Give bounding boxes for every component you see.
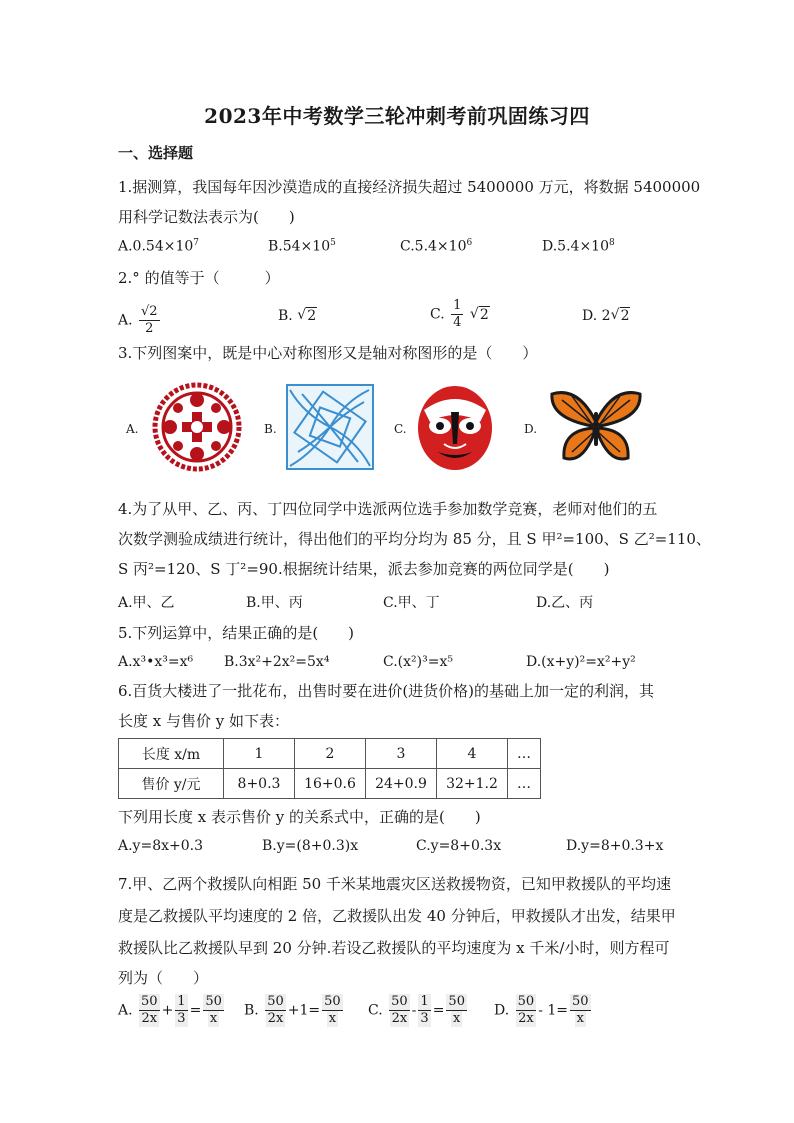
q7-option-a[interactable]: A. $\frac{50}{2x}$ + $\frac{1}{3}$ = $\frac{50}{x}$ [118,994,222,1026]
table-cell: 2 [295,739,366,769]
table-cell: 1 [224,739,295,769]
q2-option-d[interactable]: D. 2 √ 2 [582,307,630,324]
price-table [118,738,541,799]
q7-stem-line4: 列为（ ） [118,969,209,987]
q4-option-c[interactable]: C.甲、丁 [383,595,440,611]
table-cell: 3 [366,739,437,769]
q1-option-d[interactable]: $D.5.4\times 10^8$ [542,238,615,255]
q6-option-c[interactable]: C.y=8+0.3x [416,838,502,854]
table-cell: 16+0.6 [295,769,366,799]
q2-option-a[interactable]: A. $\frac{√2}{2}$ [118,304,158,336]
q6-option-a[interactable]: A.y=8x+0.3 [118,838,203,854]
table-cell: 售价 y/元 [119,769,224,799]
q3-label-b: B. [264,422,277,436]
q5-option-d[interactable]: D.(x+y)²=x²+y² [526,654,636,670]
table-cell: … [508,739,541,769]
q4-option-a[interactable]: A.甲、乙 [118,595,175,611]
table-cell: 24+0.9 [366,769,437,799]
q3-stem: 3.下列图案中，既是中心对称图形又是轴对称图形的是（ ） [118,344,538,362]
q7-stem-line3: 救援队比乙救援队早到 20 分钟.若设乙救援队的平均速度为 x 千米/小时，则方程可 [118,939,670,957]
q7-options [118,994,678,1034]
q6-option-b[interactable]: B.y=(8+0.3)x [262,838,359,854]
q4-stem-line1: 4.为了从甲、乙、丙、丁四位同学中选派两位选手参加数学竞赛，老师对他们的五 [118,500,658,518]
table-cell: 8+0.3 [224,769,295,799]
q4-stem-line2: 次数学测验成绩进行统计，得出他们的平均分均为 85 分，且 S 甲²=100、S 乙²=110、 [118,530,711,548]
q1-option-c[interactable]: $C.5.4\times 10^6$ [400,238,473,255]
table-row [119,769,541,799]
q7-option-c[interactable]: C. $\frac{50}{2x}$ - $\frac{1}{3}$ = $\frac{50}{x}$ [368,994,465,1026]
q5-option-c[interactable]: C.(x²)³=x⁵ [383,654,453,670]
q4-option-d[interactable]: D.乙、丙 [536,595,594,611]
q5-option-b[interactable]: B.3x²+2x²=5x⁴ [224,654,330,670]
butterfly-icon[interactable] [548,382,644,468]
table-cell: 长度 x/m [119,739,224,769]
opera-mask-icon[interactable] [414,382,496,472]
q5-stem: 5.下列运算中，结果正确的是( ) [118,624,355,642]
q3-label-a: A. [126,422,139,436]
q1-option-b[interactable]: $B.54\times 10^5$ [268,238,336,255]
q2-option-c[interactable]: C. $\frac{1}{4}$ √ 2 [430,298,489,330]
spiral-tile-icon[interactable] [284,382,376,472]
section-heading: 一、选择题 [118,144,194,162]
q6-stem-line2: 长度 x 与售价 y 如下表： [118,712,290,730]
q2-option-b[interactable]: B. √ 2 [278,307,317,324]
q6-stem-line3: 下列用长度 x 表示售价 y 的关系式中，正确的是( ) [118,808,481,826]
q3-label-d: D. [524,422,538,436]
q1-stem-line2: 用科学记数法表示为( ) [118,208,295,226]
q1-option-a[interactable]: $A.0.54\times 10^7$ [118,238,200,255]
q4-stem-line3: S 丙²=120、S 丁²=90.根据统计结果，派去参加竞赛的两位同学是( ) [118,560,610,578]
paper-cut-medallion-icon[interactable] [150,382,245,472]
page-title: 2023年中考数学三轮冲刺考前巩固练习四 [204,104,590,128]
q4-option-b[interactable]: B.甲、丙 [246,595,303,611]
q5-option-a[interactable]: A.x³•x³=x⁶ [118,654,194,670]
q3-label-c: C. [394,422,407,436]
table-cell: 32+1.2 [437,769,508,799]
q3-images [118,382,678,474]
table-cell: … [508,769,541,799]
q6-option-d[interactable]: D.y=8+0.3+x [566,838,664,854]
table-row [119,739,541,769]
q2-stem: 2.° 的值等于（ ） [118,269,280,287]
table-cell: 4 [437,739,508,769]
q7-option-b[interactable]: B. $\frac{50}{2x}$ +1= $\frac{50}{x}$ [244,994,341,1026]
q7-stem-line2: 度是乙救援队平均速度的 2 倍，乙救援队出发 40 分钟后，甲救援队才出发，结果甲 [118,907,676,925]
q1-stem-line1: 1.据测算，我国每年因沙漠造成的直接经济损失超过 5400000 万元，将数据 5400000 [118,178,701,196]
q6-stem-line1: 6.百货大楼进了一批花布，出售时要在进价(进货价格)的基础上加一定的利润，其 [118,682,655,700]
q2-options [118,296,678,336]
q7-stem-line1: 7.甲、乙两个救援队向相距 50 千米某地震灾区送救援物资，已知甲救援队的平均速 [118,875,671,893]
q7-option-d[interactable]: D. $\frac{50}{2x}$ - 1= $\frac{50}{x}$ [494,994,589,1026]
